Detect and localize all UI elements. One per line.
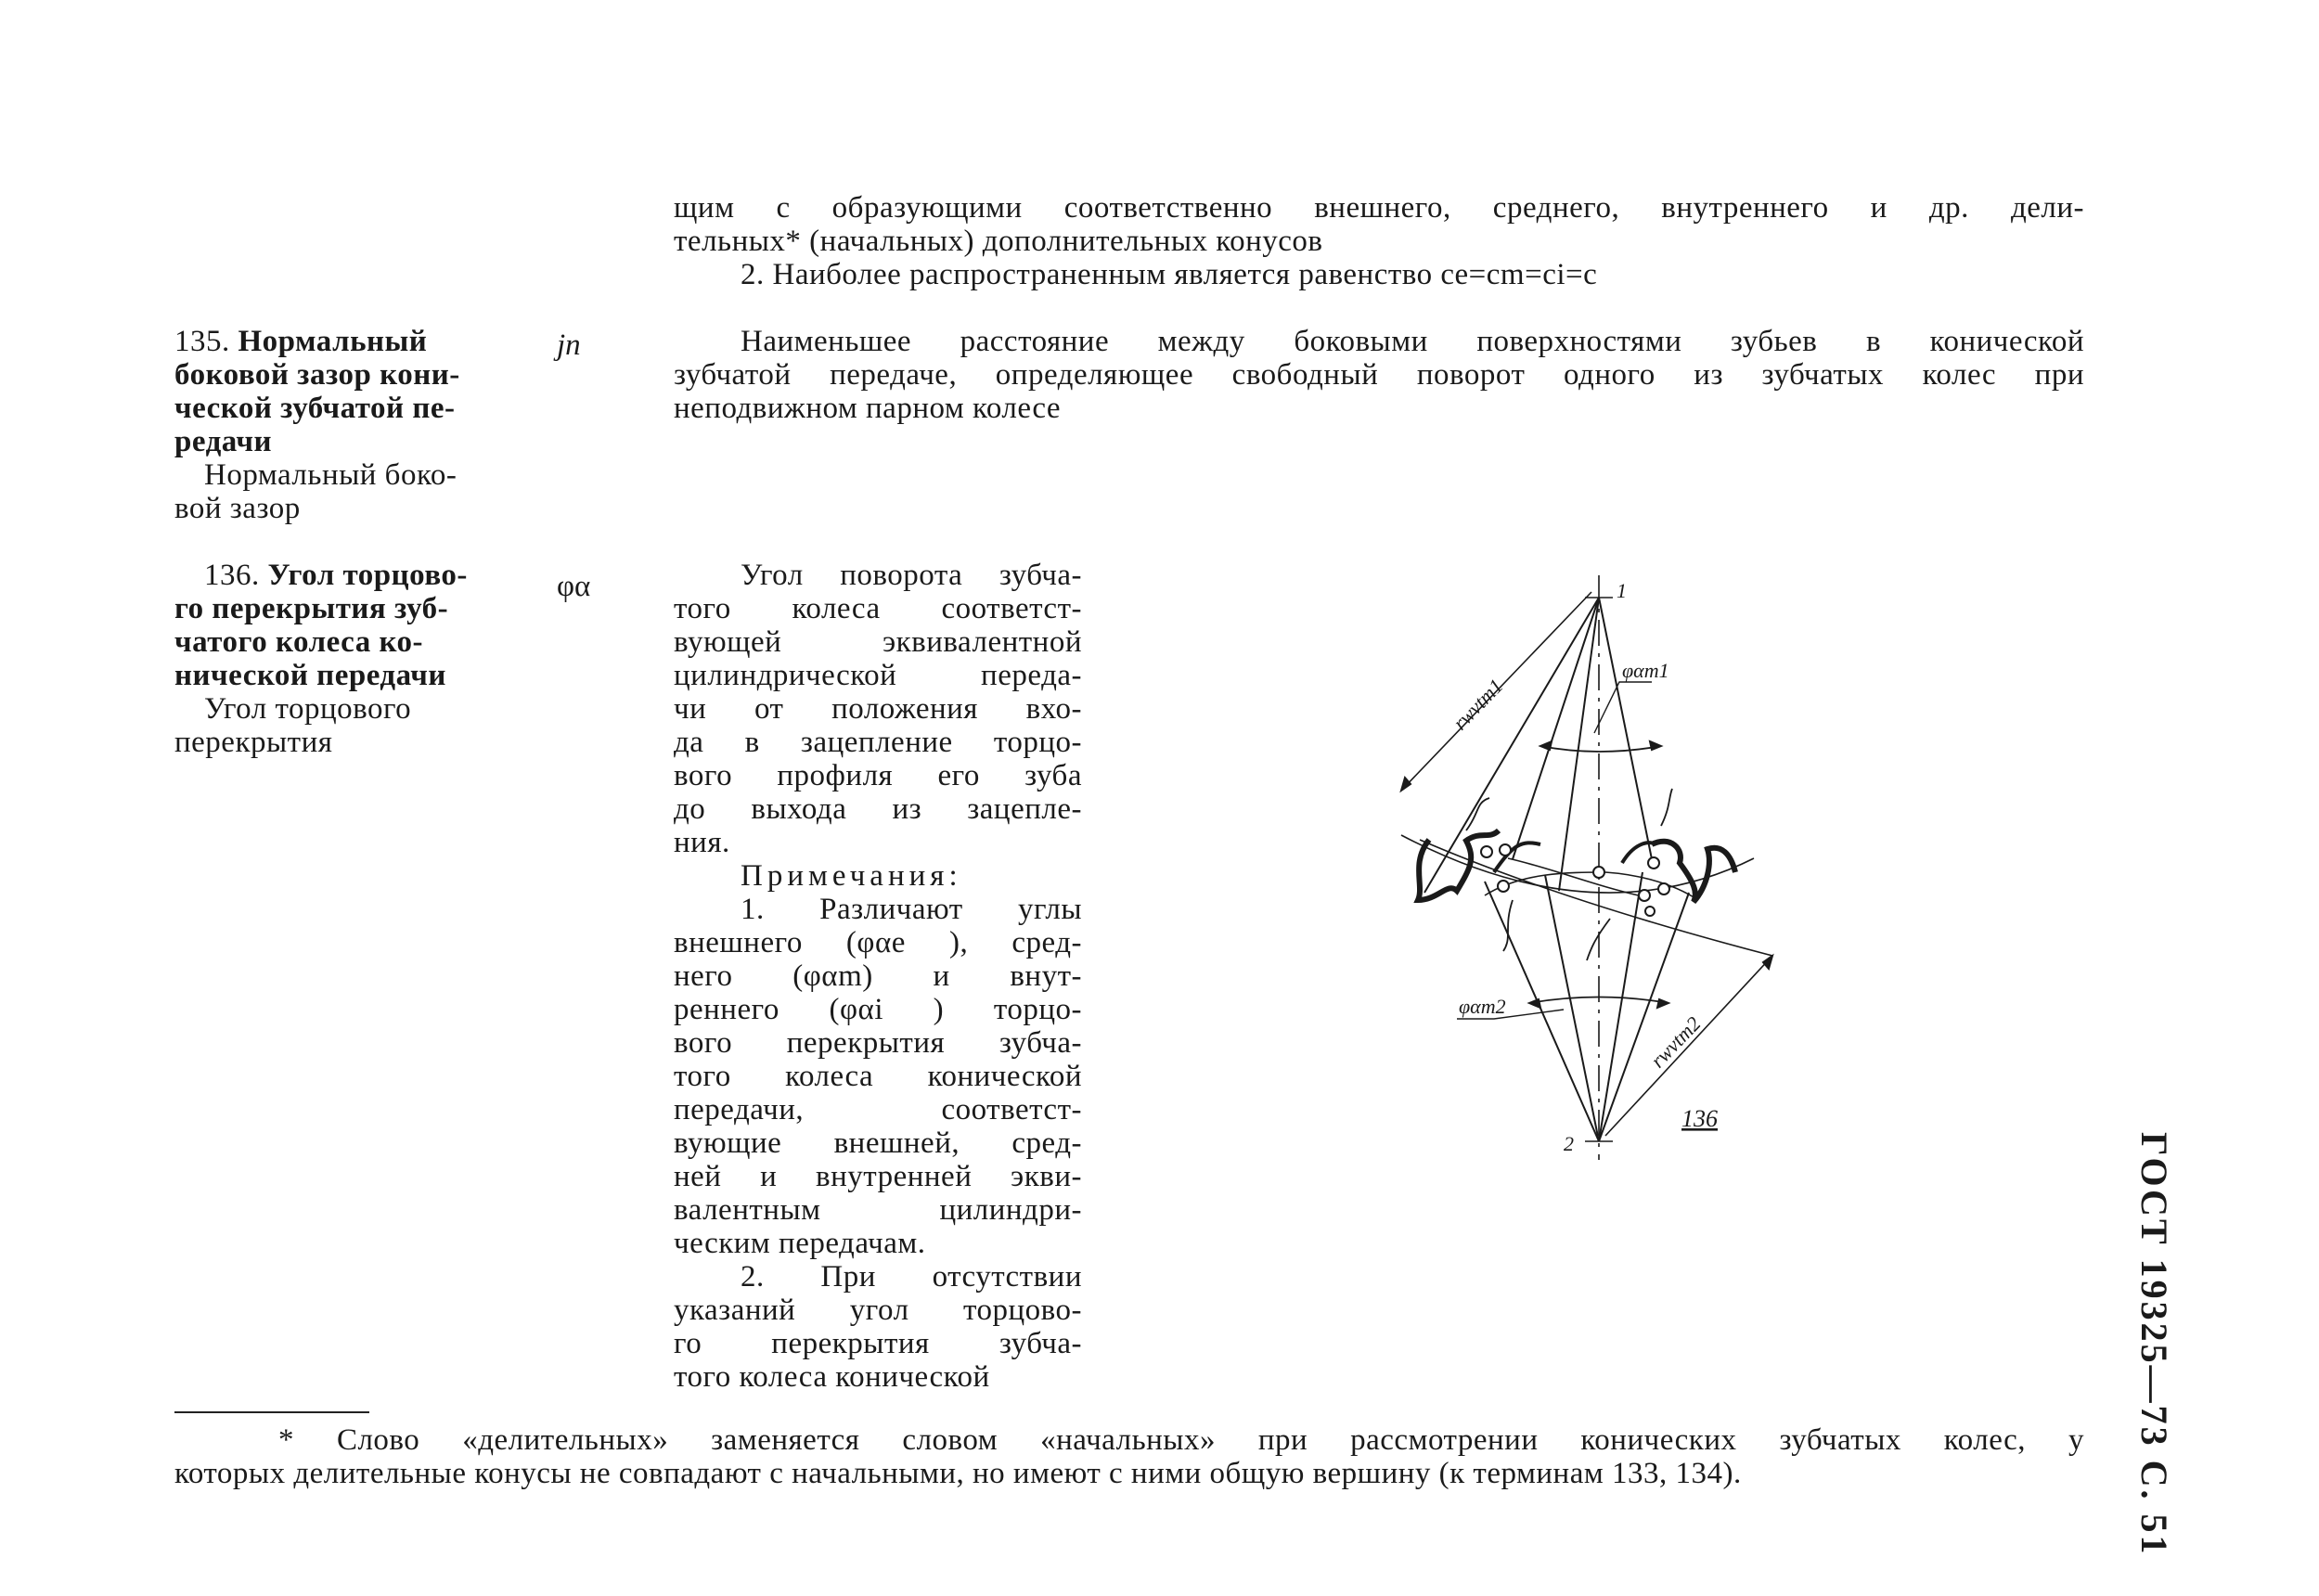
term-136-definition (674, 559, 1082, 1394)
term-135-title-l3: ческой зубчатой пе- (174, 392, 456, 425)
term-136-note-line: ней и внутренней экви- (674, 1160, 1082, 1193)
footnote-line-2: которых делительные конусы не совпадают с начальными, но имеют с ними общую вершину (к терминам 133, 134). (174, 1457, 1742, 1490)
figure-label-rwvtm2: rwvtm2 (1645, 1011, 1706, 1073)
term-135-definition (674, 325, 2084, 425)
term-136-note-line: вого перекрытия зубча- (674, 1026, 1082, 1060)
term-136-note-line: 2. При отсутствии (741, 1260, 1082, 1294)
term-136-note-line: внешнего (φαe ), сред- (674, 926, 1082, 959)
term-136-note-line: указаний угол торцово- (674, 1294, 1082, 1327)
term-136-note-line: передачи, соответст- (674, 1093, 1082, 1126)
term-135-title-l1: Нормальный (238, 325, 428, 358)
term-136-note-line: реннего (φαi ) торцо- (674, 993, 1082, 1026)
term-136-note-line: 1. Различают углы (741, 893, 1082, 926)
term-135-title-l4: редачи (174, 425, 273, 458)
term-136-def-line: да в зацепление торцо- (674, 726, 1082, 759)
page-header-gost: ГОСТ 19325—73 С. 51 (2133, 1132, 2175, 1557)
term-136-title-l1: Угол торцово- (267, 559, 468, 592)
figure-label-phi2: φαm2 (1459, 995, 1506, 1018)
figure-label-phi1: φαm1 (1622, 659, 1669, 682)
term-136-notes (674, 893, 1082, 1394)
term-135-number: 135. (174, 325, 230, 358)
term-136-def-line: вующей эквивалентной (674, 625, 1082, 659)
contact-point-5 (1639, 890, 1650, 901)
figure-label-1: 1 (1617, 579, 1627, 602)
term-135-symbol: jn (557, 328, 581, 362)
term-136-def-line: того колеса соответст- (674, 592, 1082, 625)
term-136-note-line: того колеса конической (674, 1360, 990, 1394)
continuation-note-2: 2. Наиболее распространенным является равенство ce=cm=ci=c (741, 258, 1598, 291)
term-135-def-l1: Наименьшее расстояние между боковыми поверхностями зубьев в конической (741, 325, 2084, 358)
continuation-line-1: щим с образующими соответственно внешнего, среднего, внутреннего и др. дели- (674, 191, 2084, 225)
term-136-def-line: до выхода из зацепле- (674, 792, 1082, 826)
contact-point-center (1593, 867, 1604, 878)
figure-label-rwvtm1: rwvtm1 (1448, 674, 1508, 735)
term-136-note-line: валентным цилиндри- (674, 1193, 1082, 1227)
term-136-note-line: него (φαm) и внут- (674, 959, 1082, 993)
figure-136 (1373, 566, 1819, 1160)
figure-number: 136 (1681, 1105, 1718, 1132)
continuation-line-2: тельных* (начальных) дополнительных конусов (674, 225, 1323, 258)
term-136-short-l2: перекрытия (174, 726, 333, 759)
continuation-text (674, 191, 2084, 291)
term-136-def-line: чи от положения вхо- (674, 692, 1082, 726)
cone-line-top-1 (1513, 598, 1599, 859)
term-136-def-line: Угол поворота зубча- (741, 559, 1082, 592)
cone-line-top-4 (1559, 598, 1599, 891)
term-135-title (174, 325, 509, 525)
term-136-def-lines (674, 559, 1082, 859)
term-136-note-line: ческим передачам. (674, 1227, 926, 1260)
term-136-title (174, 559, 518, 759)
term-135-def-l3: неподвижном парном колесе (674, 392, 1062, 425)
notes-heading: Примечания: (741, 859, 962, 893)
term-135-def-l2: зубчатой передаче, определяющее свободный поворот одного из зубчатых колес при (674, 358, 2084, 392)
term-136-note-line: того колеса конической (674, 1060, 1082, 1093)
term-136-note-line: го перекрытия зубча- (674, 1327, 1082, 1360)
term-136-def-line: цилиндрической переда- (674, 659, 1082, 692)
contact-point-4 (1648, 857, 1659, 869)
leader-phi1 (1594, 682, 1652, 733)
involute-right-upper (1661, 789, 1672, 826)
term-136-def-line: вого профиля его зуба (674, 759, 1082, 792)
contact-point-1 (1481, 846, 1492, 857)
contact-point-3 (1498, 881, 1509, 892)
cone-line-bot-2 (1599, 893, 1689, 1141)
contact-point-6 (1658, 883, 1669, 895)
cone-line-bot-4 (1545, 875, 1599, 1141)
term-136-title-l4: нической передачи (174, 659, 446, 692)
term-136-def-line: ния. (674, 826, 730, 859)
term-136-short-l1: Угол торцового (204, 692, 412, 726)
figure-label-2: 2 (1564, 1132, 1574, 1155)
term-136-symbol: φα (557, 570, 591, 603)
term-135-short-l1: Нормальный боко- (204, 458, 457, 492)
footnote (174, 1423, 2084, 1490)
footnote-rule (174, 1411, 369, 1413)
term-135-title-l2: боковой зазор кони- (174, 358, 460, 392)
cone-line-top-2 (1599, 598, 1652, 859)
tooth-profile-left (1418, 830, 1499, 900)
term-136-number: 136. (204, 559, 260, 592)
term-135-short-l2: вой зазор (174, 492, 301, 525)
term-136-title-l2: го перекрытия зуб- (174, 592, 449, 625)
contact-point-7 (1645, 907, 1655, 916)
term-136-title-l3: чатого колеса ко- (174, 625, 424, 659)
angle-arc-top (1540, 746, 1661, 752)
contact-point-2 (1500, 844, 1511, 856)
term-136-note-line: вующие внешней, сред- (674, 1126, 1082, 1160)
footnote-line-1: * Слово «делительных» заменяется словом «начальных» при рассмотрении конических зубчатых колес, у (278, 1423, 2084, 1457)
